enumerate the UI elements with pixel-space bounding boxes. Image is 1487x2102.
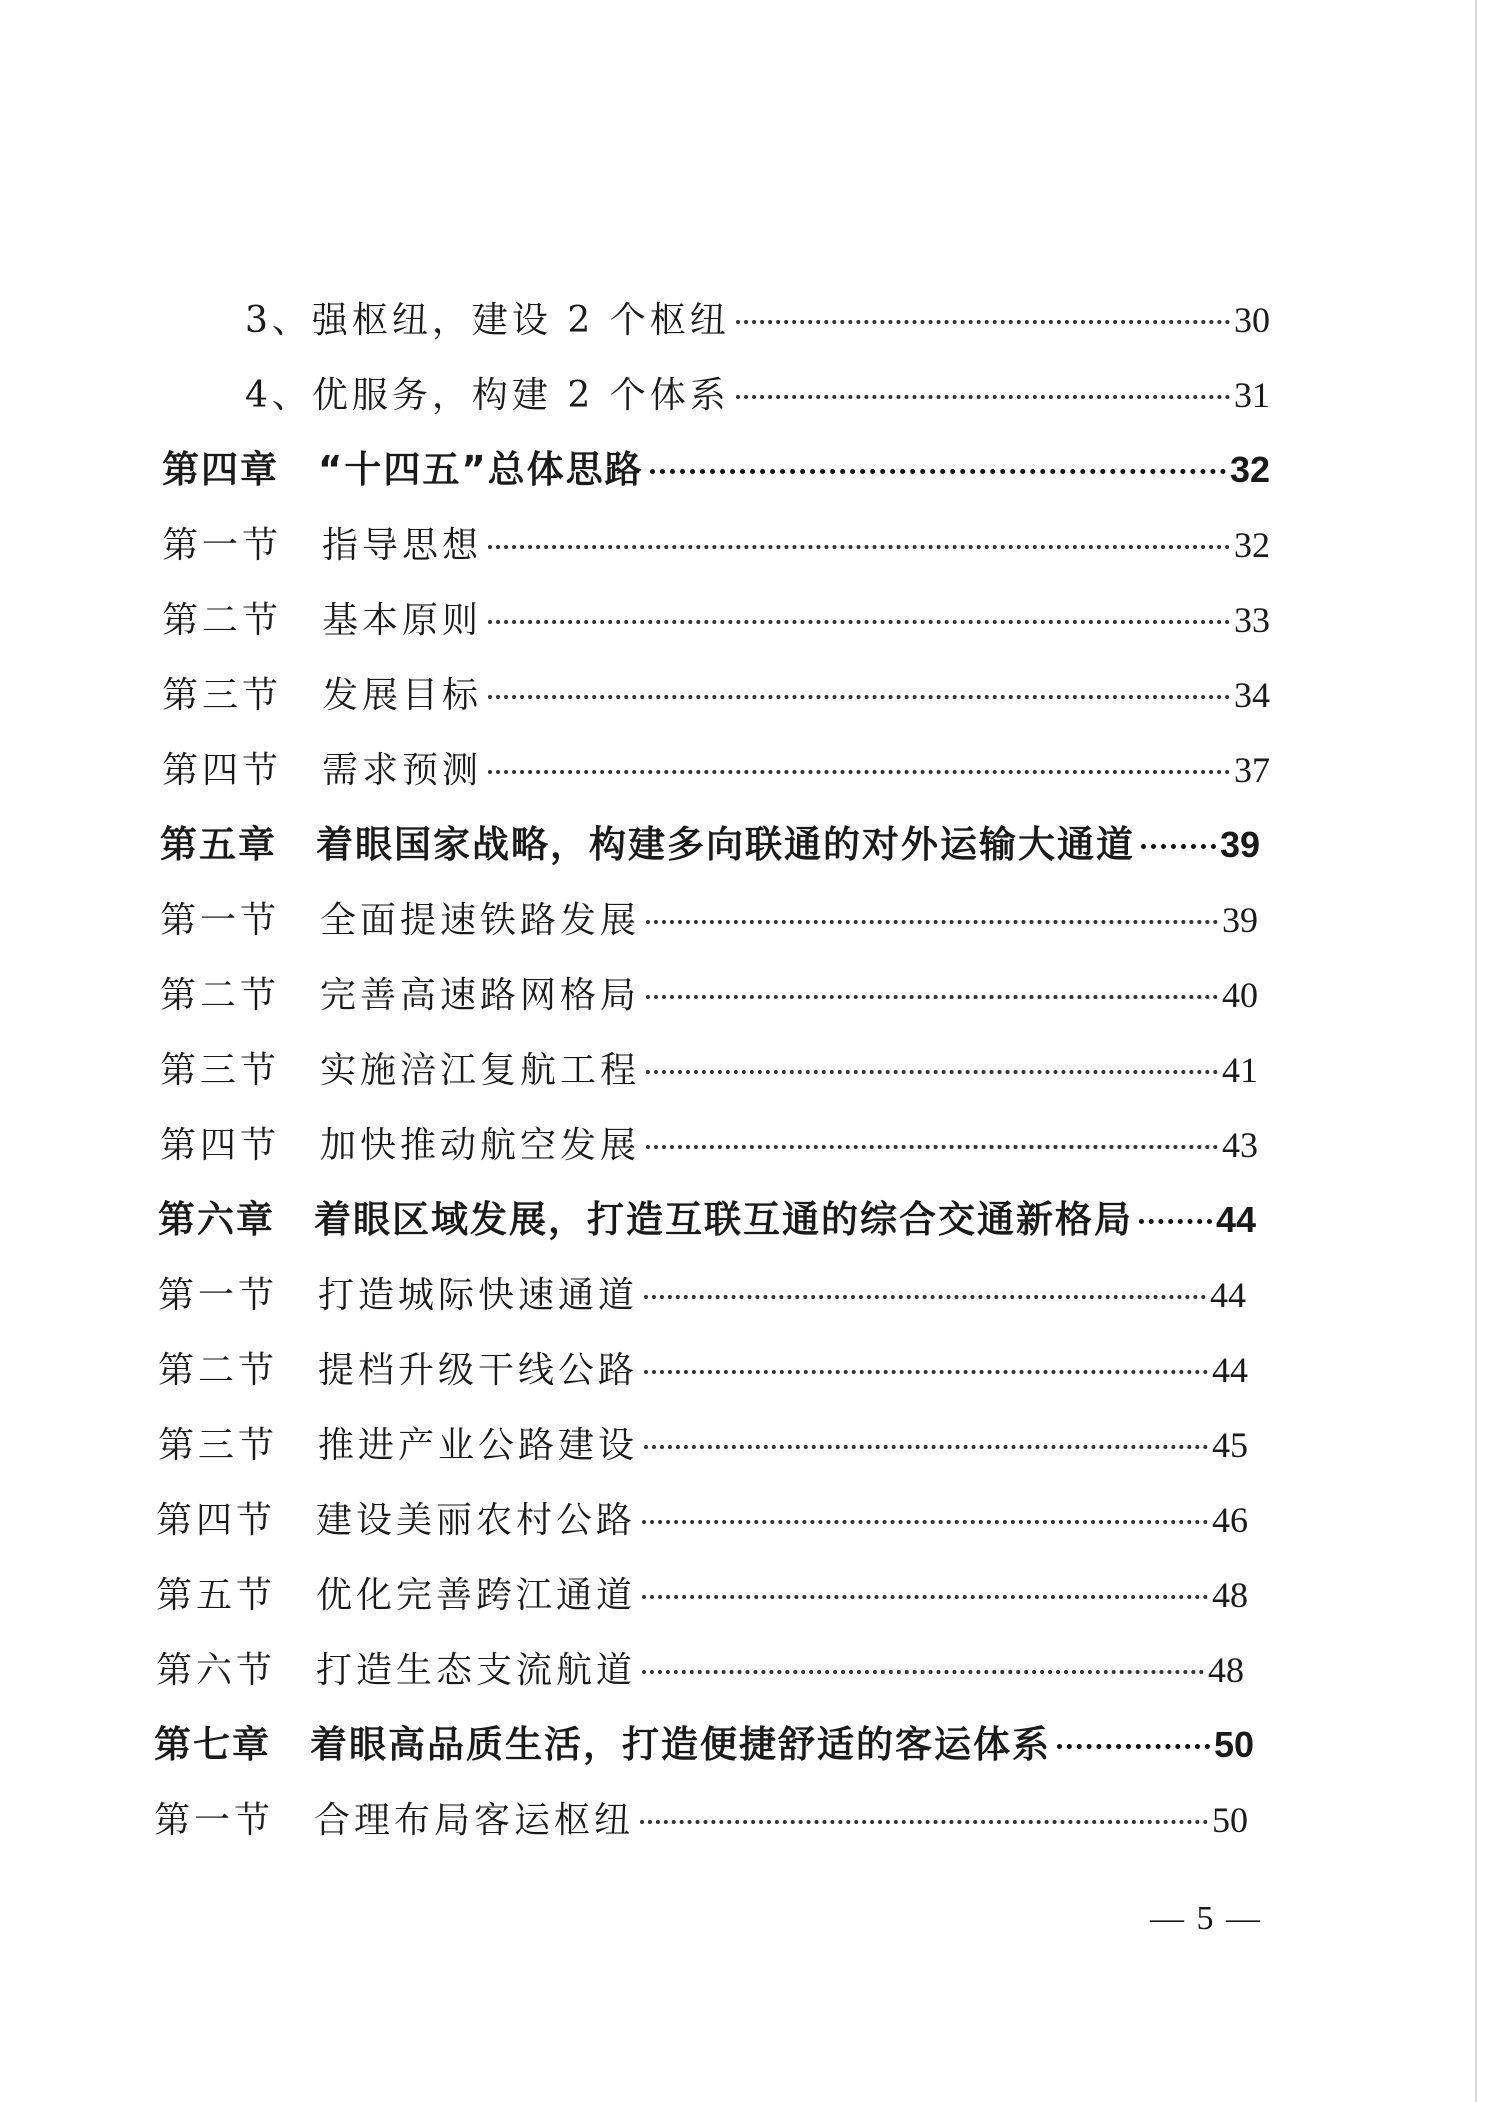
toc-entry-page: 44	[1215, 1199, 1256, 1240]
toc-entry[interactable]	[162, 590, 1270, 650]
toc-dot-leader	[642, 1595, 1208, 1599]
toc-entry[interactable]	[158, 1265, 1246, 1325]
toc-dot-leader	[642, 1520, 1208, 1524]
toc-entry-page: 50	[1213, 1724, 1254, 1765]
toc-entry-title: 第一节 打造城际快速通道	[158, 1275, 639, 1316]
toc-chapter-entry[interactable]	[158, 1190, 1256, 1250]
toc-dot-leader	[1141, 844, 1216, 849]
toc-dot-leader	[646, 920, 1218, 924]
toc-dot-leader	[736, 320, 1230, 324]
toc-entry[interactable]	[245, 365, 1270, 425]
toc-entry-page: 32	[1234, 525, 1270, 565]
toc-entry-title: 第三节 推进产业公路建设	[158, 1425, 639, 1466]
toc-entry-page: 48	[1212, 1575, 1248, 1615]
toc-chapter-entry[interactable]	[162, 440, 1270, 500]
toc-dot-leader	[644, 1370, 1208, 1374]
toc-entry[interactable]	[162, 740, 1270, 800]
toc-chapter-entry[interactable]	[160, 815, 1260, 875]
toc-dot-leader	[640, 1820, 1208, 1824]
toc-chapter-entry[interactable]	[154, 1715, 1254, 1775]
toc-entry-page: 39	[1222, 900, 1258, 940]
toc-entry-page: 41	[1222, 1050, 1258, 1090]
toc-entry-page: 50	[1212, 1800, 1248, 1840]
toc-entry[interactable]	[160, 1115, 1258, 1175]
toc-entry-title: 第五节 优化完善跨江通道	[156, 1575, 637, 1616]
toc-dot-leader	[646, 1070, 1218, 1074]
toc-dot-leader	[644, 1445, 1208, 1449]
toc-entry-page: 43	[1222, 1125, 1258, 1165]
toc-entry-title: 4、优服务，构建 2 个体系	[245, 375, 730, 416]
page-edge	[1475, 0, 1477, 2102]
toc-entry-title: 第六章 着眼区域发展，打造互联互通的综合交通新格局	[158, 1198, 1133, 1241]
toc-dot-leader	[642, 1670, 1204, 1674]
toc-entry-title: 第二节 完善高速路网格局	[160, 975, 641, 1016]
toc-entry-title: 第四节 加快推动航空发展	[160, 1125, 641, 1166]
toc-entry-title: 第一节 合理布局客运枢纽	[154, 1800, 635, 1841]
toc-dot-leader	[650, 469, 1226, 474]
toc-entry-page: 46	[1212, 1500, 1248, 1540]
toc-entry[interactable]	[160, 1040, 1258, 1100]
toc-entry-page: 37	[1234, 750, 1270, 790]
toc-entry[interactable]	[156, 1565, 1248, 1625]
toc-entry[interactable]	[160, 965, 1258, 1025]
toc-entry-title: 3、强枢纽，建设 2 个枢纽	[245, 300, 730, 341]
toc-entry-title: 第六节 打造生态支流航道	[156, 1650, 637, 1691]
toc-entry-title: 第七章 着眼高品质生活，打造便捷舒适的客运体系	[154, 1723, 1051, 1766]
toc-entry-page: 31	[1234, 375, 1270, 415]
toc-entry-page: 40	[1222, 975, 1258, 1015]
toc-entry-title: 第三节 发展目标	[162, 675, 483, 716]
toc-dot-leader	[488, 770, 1230, 774]
toc-entry-title: 第四章 “十四五”总体思路	[162, 448, 644, 491]
toc-entry-page: 44	[1210, 1275, 1246, 1315]
toc-entry-page: 45	[1212, 1425, 1248, 1465]
toc-entry-title: 第二节 基本原则	[162, 600, 483, 641]
toc-entry-title: 第一节 指导思想	[162, 525, 483, 566]
toc-entry[interactable]	[158, 1415, 1248, 1475]
toc-entry[interactable]	[158, 1340, 1248, 1400]
toc-entry-page: 33	[1234, 600, 1270, 640]
toc-entry-title: 第三节 实施涪江复航工程	[160, 1050, 641, 1091]
toc-entry-page: 34	[1234, 675, 1270, 715]
toc-entry[interactable]	[156, 1640, 1244, 1700]
toc-dot-leader	[1057, 1744, 1210, 1749]
toc-entry-title: 第二节 提档升级干线公路	[158, 1350, 639, 1391]
toc-entry[interactable]	[245, 290, 1270, 350]
toc-entry-title: 第一节 全面提速铁路发展	[160, 900, 641, 941]
toc-entry[interactable]	[162, 665, 1270, 725]
toc-entry-page: 30	[1234, 300, 1270, 340]
toc-dot-leader	[488, 695, 1230, 699]
toc-entry-page: 32	[1229, 449, 1270, 490]
toc-dot-leader	[646, 1145, 1218, 1149]
toc-dot-leader	[488, 545, 1230, 549]
toc-entry-title: 第四节 建设美丽农村公路	[156, 1500, 637, 1541]
toc-dot-leader	[644, 1295, 1206, 1299]
toc-entry-title: 第四节 需求预测	[162, 750, 483, 791]
toc-entry[interactable]	[154, 1790, 1248, 1850]
toc-entry-page: 39	[1219, 824, 1260, 865]
toc-dot-leader	[1139, 1219, 1212, 1224]
toc-entry-page: 44	[1212, 1350, 1248, 1390]
toc-entry-title: 第五章 着眼国家战略，构建多向联通的对外运输大通道	[160, 823, 1135, 866]
toc-entry[interactable]	[160, 890, 1258, 950]
toc-entry[interactable]	[162, 515, 1270, 575]
toc-entry[interactable]	[156, 1490, 1248, 1550]
page-number: — 5 —	[1150, 1900, 1262, 1937]
toc-dot-leader	[736, 395, 1230, 399]
toc-entry-page: 48	[1208, 1650, 1244, 1690]
toc-dot-leader	[488, 620, 1230, 624]
toc-dot-leader	[646, 995, 1218, 999]
